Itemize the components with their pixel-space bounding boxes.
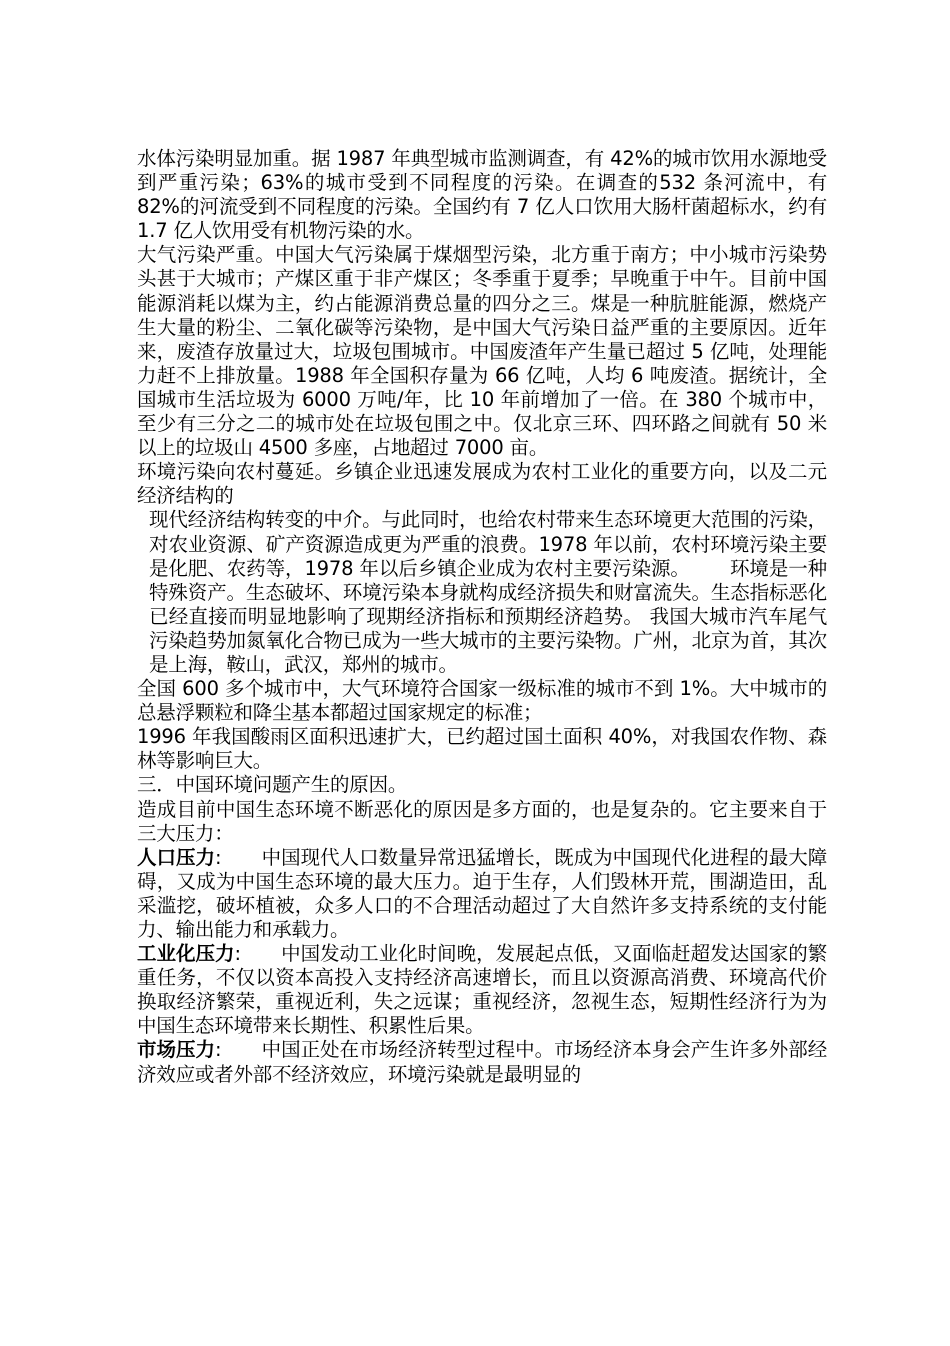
paragraph-water-pollution: 水体污染明显加重。据 1987 年典型城市监测调查，有 42%的城市饮用水源地受到严重污染；63%的城市受到不同程度的污染。在调查的532 条河流中，有 82%的河流受到不同程度的污染。全国约有 7 亿人口饮用大肠杆菌超标水，约有 1.7 亿人饮用受有机物污染的水。 bbox=[137, 147, 827, 243]
pressure-label-market: 市场压力 bbox=[137, 1038, 216, 1062]
paragraph-three-pressures-intro: 造成目前中国生态环境不断恶化的原因是多方面的，也是复杂的。它主要来自于三大压力： bbox=[137, 797, 827, 845]
pressure-colon: : bbox=[215, 1038, 222, 1062]
pressure-text-population: 中国现代人口数量异常迅猛增长，既成为中国现代化进程的最大障碍，又成为中国生态环境的最大压力。迫于生存，人们毁林开荒，围湖造田，乱采滥挖，破坏植被，众多人口的不合理活动超过了大自然许多支持系统的支付能力、输出能力和承载力。 bbox=[137, 845, 827, 941]
paragraph-acid-rain: 1996 年我国酸雨区面积迅速扩大，已约超过国土面积 40%，对我国农作物、森林等影响巨大。 bbox=[137, 725, 827, 773]
paragraph-market-pressure bbox=[137, 1038, 827, 1086]
section-heading-causes: 三．中国环境问题产生的原因。 bbox=[137, 773, 408, 797]
paragraph-economic-structure-part1: 现代经济结构转变的中介。与此同时，也给农村带来生态环境更大范围的污染，对农业资源、矿产资源造成更为严重的浪费。1978 年以前，农村环境污染主要是化肥、农药等，1978 年以后乡镇企业成为农村主要污染源。 bbox=[149, 508, 827, 580]
paragraph-city-air-standard: 全国 600 多个城市中，大气环境符合国家一级标准的城市不到 1%。大中城市的总悬浮颗粒和降尘基本都超过国家规定的标准； bbox=[137, 677, 827, 725]
pressure-text-market: 中国正处在市场经济转型过程中。市场经济本身会产生许多外部经济效应或者外部不经济效应，环境污染就是最明显的 bbox=[137, 1038, 827, 1086]
pressure-label-industrialization: 工业化压力 bbox=[137, 942, 235, 966]
paragraph-industrialization-pressure bbox=[137, 942, 827, 1038]
pressure-text-industrialization: 中国发动工业化时间晚，发展起点低，又面临赶超发达国家的繁重任务，不仅以资本高投入支持经济高速增长，而且以资源高消费、环境高代价换取经济繁荣，重视近利，失之远谋；重视经济，忽视生态，短期性经济行为为中国生态环境带来长期性、积累性后果。 bbox=[137, 942, 827, 1038]
document-body bbox=[137, 147, 827, 1087]
pressure-label-population: 人口压力 bbox=[137, 845, 216, 869]
paragraph-population-pressure bbox=[137, 846, 827, 942]
paragraph-environment-asset: 环境是一种特殊资产。生态破坏、环境污染本身就构成经济损失和财富流失。生态指标恶化已经直接而明显地影响了现期经济指标和预期经济趋势。 我国大城市汽车尾气污染趋势加氮氧化合物已成为一些大城市的主要污染物。广州，北京为首，其次是上海，鞍山，武汉，郑州的城市。 bbox=[149, 556, 827, 676]
paragraph-rural-pollution: 环境污染向农村蔓延。乡镇企业迅速发展成为农村工业化的重要方向，以及二元经济结构的 bbox=[137, 460, 827, 508]
paragraph-air-pollution: 大气污染严重。中国大气污染属于煤烟型污染，北方重于南方；中小城市污染势头甚于大城市；产煤区重于非产煤区；冬季重于夏季；早晚重于中午。目前中国能源消耗以煤为主，约占能源消费总量的四分之三。煤是一种肮脏能源，燃烧产生大量的粉尘、二氧化碳等污染物，是中国大气污染日益严重的主要原因。近年来，废渣存放量过大，垃圾包围城市。中国废渣年产生量已超过 5 亿吨，处理能力赶不上排放量。1988 年全国积存量为 66 亿吨，人均 6 吨废渣。据统计，全国城市生活垃圾为 6000 万吨/年，比 10 年前增加了一倍。在 380 个城市中，至少有三分之二的城市处在垃圾包围之中。仅北京三环、四环路之间就有 50 米以上的垃圾山 4500 多座，占地超过 7000 亩。 bbox=[137, 243, 827, 460]
pressure-colon: : bbox=[215, 845, 222, 869]
paragraph-economic-structure bbox=[137, 508, 827, 677]
pressure-colon: : bbox=[234, 942, 241, 966]
